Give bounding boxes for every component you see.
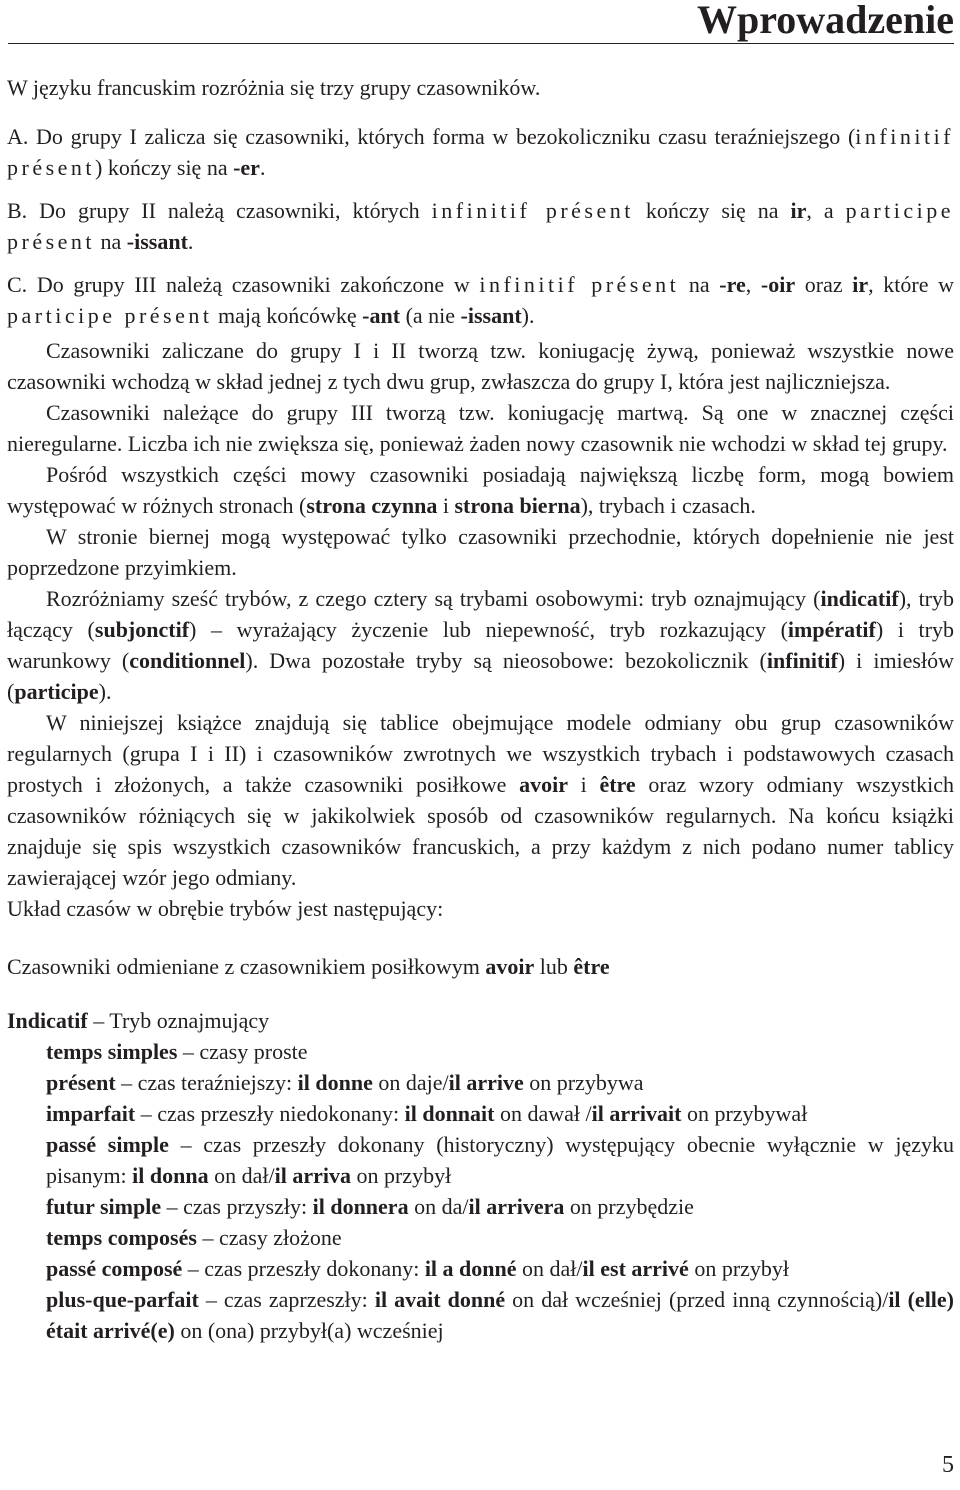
ending-ir: ir bbox=[852, 272, 869, 297]
group-c-marker: C. bbox=[7, 272, 28, 297]
term-participe-present: participe présent bbox=[7, 198, 955, 254]
mood-heading-indicatif bbox=[7, 1005, 954, 1036]
ending-issant: -issant bbox=[460, 303, 522, 328]
term-infinitif-present: infinitif présent bbox=[479, 272, 680, 297]
page-number: 5 bbox=[942, 1452, 954, 1478]
tense-group-simple: temps simples – czasy proste bbox=[46, 1039, 308, 1064]
term-indicatif: indicatif bbox=[820, 586, 899, 611]
page-body bbox=[7, 72, 954, 1346]
tense-group-composed: temps composés – czasy złożone bbox=[46, 1225, 342, 1250]
ending-er: -er bbox=[233, 155, 260, 180]
group-b-item: B. Do grupy II należą czasowniki, których infinitif présent kończy się na ir, a participe présent na -issant. bbox=[7, 198, 955, 254]
term-avoir: avoir bbox=[519, 772, 568, 797]
intro-paragraph: W języku francuskim rozróżnia się trzy grupy czasowników. bbox=[7, 75, 541, 100]
tense-present: présent – czas teraźniejszy: il donne on daje/il arrive on przybywa bbox=[46, 1070, 644, 1095]
tense-passe-compose: passé composé – czas przeszły dokonany: il a donné on dał/il est arrivé on przybył bbox=[46, 1256, 790, 1281]
group-b-marker: B. bbox=[7, 198, 28, 223]
tense-futur-simple: futur simple – czas przyszły: il donnera on da/il arrivera on przybędzie bbox=[46, 1194, 694, 1219]
group-c-item: C. Do grupy III należą czasowniki zakończone w infinitif présent na -re, -oir oraz ir, które w participe présent mają końcówkę -ant (a nie -issant). bbox=[7, 272, 955, 328]
term-conditionnel: conditionnel bbox=[129, 648, 246, 673]
tense-list bbox=[7, 1036, 954, 1346]
term-participe-present: participe présent bbox=[7, 303, 213, 328]
term-infinitif-present: infinitif présent bbox=[7, 124, 955, 180]
paragraph-moods: Rozróżniamy sześć trybów, z czego cztery są trybami osobowymi: tryb oznajmujący (indicatif), tryb łączący (subjonctif) – wyrażający życzenie lub niepewność, tryb rozkazujący (impératif) i tryb warunkowy (conditionnel). Dwa pozostałe tryby są nieosobowe: bezokolicznik (infinitif) i imiesłów (participe). bbox=[7, 586, 955, 704]
ending-ir: ir bbox=[790, 198, 807, 223]
tense-plus-que-parfait: plus-que-parfait – czas zaprzeszły: il avait donné on dał wcześniej (przed inną czynnością)/il (elle) était arrivé(e) on (ona) przybył(a) wcześniej bbox=[46, 1287, 955, 1343]
ending-re: -re bbox=[719, 272, 746, 297]
auxiliary-heading: Czasowniki odmieniane z czasownikiem posiłkowym avoir lub être bbox=[7, 954, 610, 979]
ending-issant: -issant bbox=[126, 229, 188, 254]
term-strona-bierna: strona bierna bbox=[454, 493, 581, 518]
paragraph-book-contents: W niniejszej książce znajdują się tablice obejmujące modele odmiany obu grup czasowników regularnych (grupa I i II) i czasowników zwrotnych we wszystkich trybach i podstawowych czasach prostych i złożonych, a także czasowniki posiłkowe avoir i être oraz wzory odmiany wszystkich czasowników różniących się w jakikolwiek sposób od czasowników regularnych. Na końcu książki znajduje się spis wszystkich czasowników francuskich, a przy każdym z nich podano numer tablicy zawierającej wzór jego odmiany. bbox=[7, 710, 954, 890]
ending-ant: -ant bbox=[362, 303, 401, 328]
term-strona-czynna: strona czynna bbox=[306, 493, 438, 518]
group-a-text: Do grupy I zalicza się czasowniki, których forma w bezokoliczniku czasu teraźniejszego ( bbox=[36, 124, 856, 149]
term-infinitif: infinitif bbox=[766, 648, 838, 673]
ending-oir: -oir bbox=[760, 272, 796, 297]
term-etre: être bbox=[573, 954, 610, 979]
group-a-marker: A. bbox=[7, 124, 29, 149]
group-b-text: Do grupy II należą czasowniki, których bbox=[39, 198, 432, 223]
paragraph-dead-conjugation: Czasowniki należące do grupy III tworzą tzw. koniugację martwą. Są one w znacznej części nieregularne. Liczba ich nie zwiększa się, ponieważ żaden nowy czasownik nie wchodzi w skład tej grupy. bbox=[7, 400, 954, 456]
term-etre: être bbox=[599, 772, 636, 797]
paragraph-tense-layout: Układ czasów w obrębie trybów jest następujący: bbox=[7, 896, 444, 921]
term-subjonctif: subjonctif bbox=[94, 617, 190, 642]
term-participe: participe bbox=[14, 679, 99, 704]
paragraph-living-conjugation: Czasowniki zaliczane do grupy I i II tworzą tzw. koniugację żywą, ponieważ wszystkie nowe czasowniki wchodzą w skład jednej z tych dwu grup, zwłaszcza do grupy I, która jest najliczniejsza. bbox=[7, 338, 954, 394]
page-title: Wprowadzenie bbox=[696, 0, 954, 42]
tense-passe-simple: passé simple – czas przeszły dokonany (historyczny) występujący obecnie wyłącznie w języku pisanym: il donna on dał/il arriva on przybył bbox=[46, 1132, 954, 1188]
term-imperatif: impératif bbox=[787, 617, 876, 642]
paragraph-passive-voice: W stronie biernej mogą występować tylko czasowniki przechodnie, których dopełnienie nie jest poprzedzone przyimkiem. bbox=[7, 524, 954, 580]
mood-name: Indicatif bbox=[7, 1008, 88, 1033]
group-c-text: Do grupy III należą czasowniki zakończone w bbox=[36, 272, 480, 297]
term-infinitif-present: infinitif présent bbox=[431, 198, 634, 223]
header-rule bbox=[8, 43, 954, 44]
tense-imparfait: imparfait – czas przeszły niedokonany: il donnait on dawał /il arrivait on przybywał bbox=[46, 1101, 808, 1126]
group-a-item: A. Do grupy I zalicza się czasowniki, których forma w bezokoliczniku czasu teraźniejszego (infinitif présent) kończy się na -er. bbox=[7, 124, 955, 180]
mood-description: – Tryb oznajmujący bbox=[87, 1008, 270, 1033]
paragraph-voices: Pośród wszystkich części mowy czasowniki posiadają największą liczbę form, mogą bowiem występować w różnych stronach (strona czynna i strona bierna), trybach i czasach. bbox=[7, 462, 954, 518]
term-avoir: avoir bbox=[485, 954, 535, 979]
